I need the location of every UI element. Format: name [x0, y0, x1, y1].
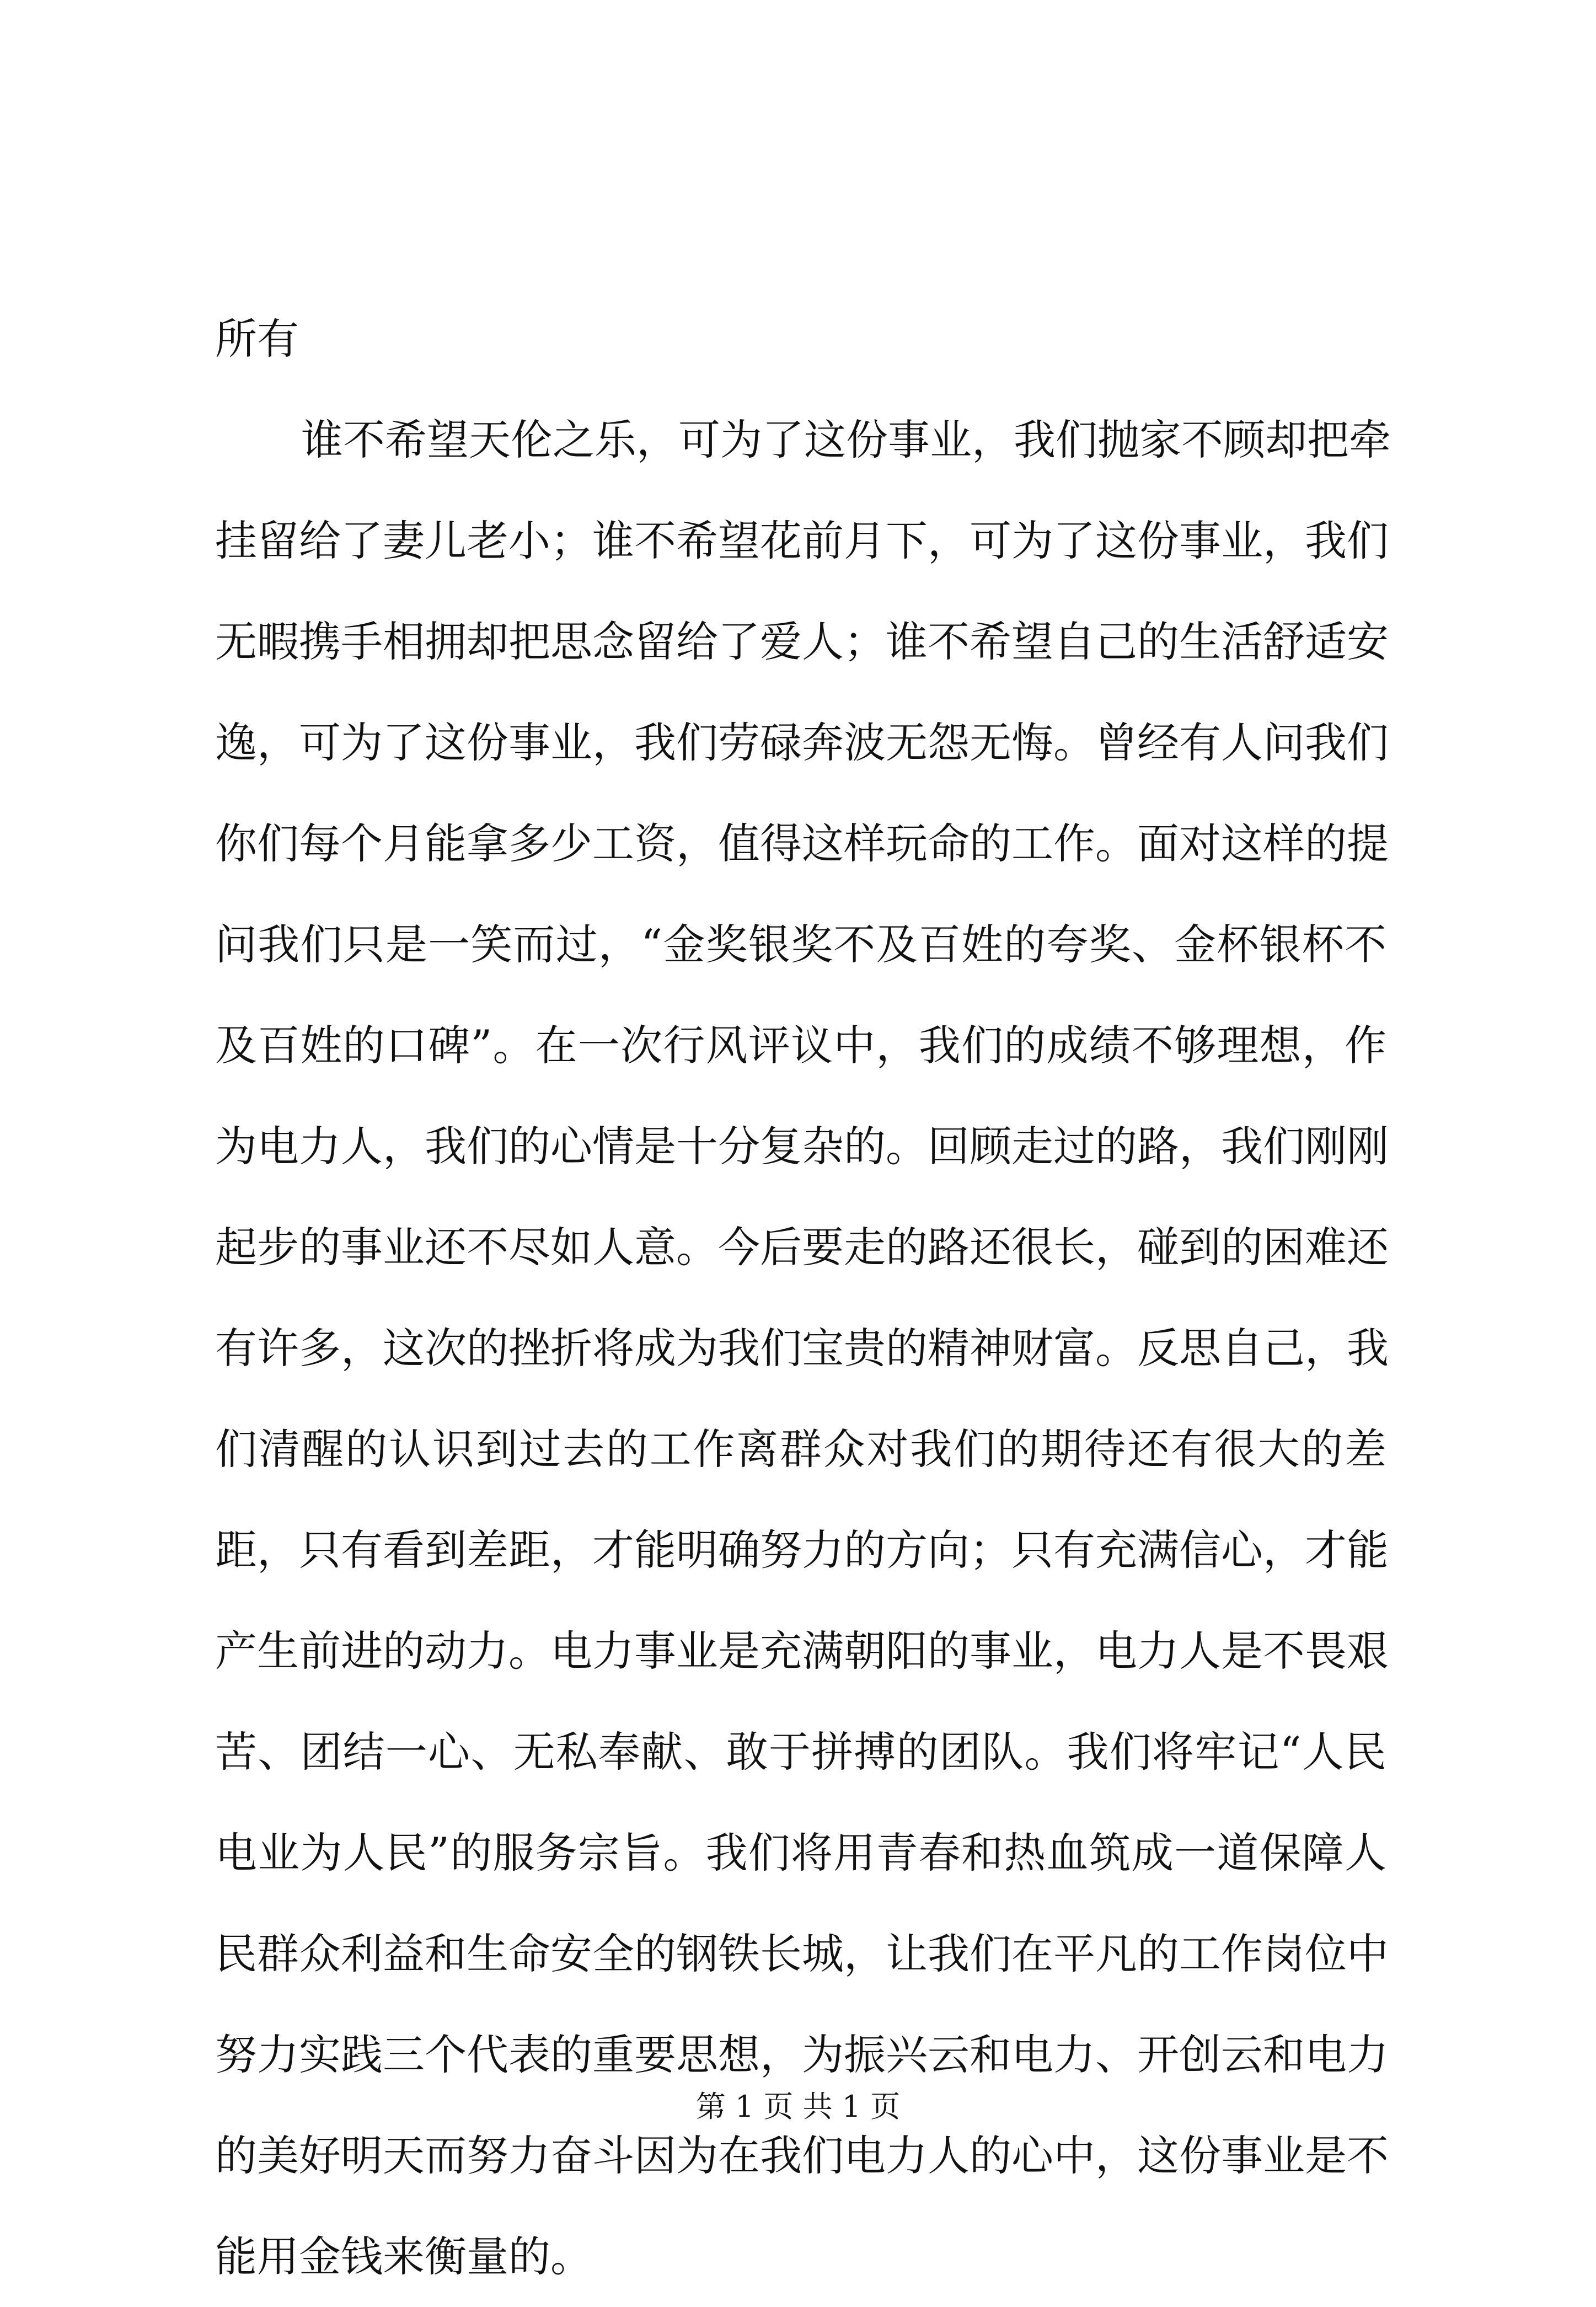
paragraph-line: 逸，可为了这份事业，我们劳碌奔波无怨无悔。曾经有人问我们	[215, 718, 1389, 767]
paragraph-line: 挂留给了妻儿老小；谁不希望花前月下，可为了这份事业，我们	[215, 516, 1389, 565]
heading-fragment: 所有	[215, 314, 299, 363]
paragraph-line: 的美好明天而努力奋斗因为在我们电力人的心中，这份事业是不	[215, 2131, 1389, 2180]
page-footer	[0, 2085, 1596, 2129]
paragraph-line: 有许多，这次的挫折将成为我们宝贵的精神财富。反思自己，我	[215, 1324, 1389, 1373]
paragraph-line: 民群众利益和生命安全的钢铁长城，让我们在平凡的工作岗位中	[215, 1929, 1389, 1978]
paragraph-line: 为电力人，我们的心情是十分复杂的。回顾走过的路，我们刚刚	[215, 1122, 1389, 1171]
paragraph-line-last: 能用金钱来衡量的。	[215, 2232, 592, 2281]
paragraph-line: 及百姓的口碑”。在一次行风评议中，我们的成绩不够理想，作	[215, 1021, 1386, 1070]
paragraph-line: 无暇携手相拥却把思念留给了爱人；谁不希望自己的生活舒适安	[215, 617, 1389, 666]
document-body	[215, 288, 1391, 2307]
paragraph-line: 问我们只是一笑而过，“金奖银奖不及百姓的夸奖、金杯银杯不	[215, 920, 1386, 969]
paragraph-line: 电业为人民”的服务宗旨。我们将用青春和热血筑成一道保障人	[215, 1828, 1386, 1877]
paragraph-line: 产生前进的动力。电力事业是充满朝阳的事业，电力人是不畏艰	[215, 1626, 1389, 1676]
paragraph-line: 努力实践三个代表的重要思想，为振兴云和电力、开创云和电力	[215, 2030, 1389, 2079]
paragraph-line: 起步的事业还不尽如人意。今后要走的路还很长，碰到的困难还	[215, 1223, 1389, 1272]
paragraph-line: 苦、团结一心、无私奉献、敢于拼搏的团队。我们将牢记“人民	[215, 1727, 1386, 1776]
page-number-label: 第 1 页 共 1 页	[695, 2089, 901, 2124]
paragraph-line: 距，只有看到差距，才能明确努力的方向；只有充满信心，才能	[215, 1525, 1389, 1575]
paragraph-line: 们清醒的认识到过去的工作离群众对我们的期待还有很大的差	[215, 1425, 1386, 1474]
paragraph-line: 谁不希望天伦之乐，可为了这份事业，我们抛家不顾却把牵	[301, 415, 1391, 464]
paragraph-line: 你们每个月能拿多少工资，值得这样玩命的工作。面对这样的提	[215, 819, 1389, 868]
